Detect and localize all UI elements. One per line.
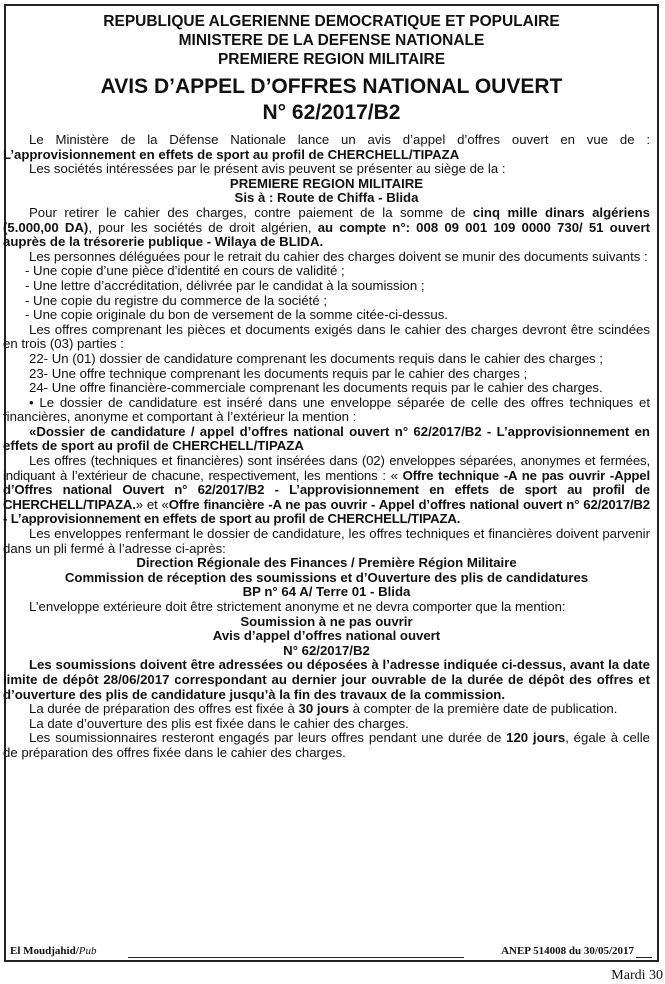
footer-rule-right: [636, 957, 652, 958]
page-date-fragment: Mardi 30: [611, 968, 663, 983]
publisher: [10, 945, 97, 957]
intro-paragraph: [3, 133, 650, 162]
region-name: PREMIERE REGION MILITAIRE: [229, 175, 424, 191]
candidature-mention-text: «Dossier de candidature / appel d’offres national ouvert n° 62/2017/B2 - L’approvisionnement en effets de sport au profil de CHERCHELL/TIPAZA: [3, 423, 650, 454]
footer-rule-left: [128, 957, 464, 958]
outer-mention-3: N° 62/2017/B2: [283, 642, 370, 658]
deadline-text: Les soumissions doivent être adressées ou déposées à l’adresse indiquée ci-dessus, avant la date limite de dépôt 28/06/2017 correspondant au dernier jour ouvrable de la durée de dépôt des offres et d’ouverture des plis de candidature jusqu’à la fin des travaux de la commission.: [3, 657, 650, 702]
notice-title-main: AVIS D’APPEL D’OFFRES NATIONAL OUVERT: [100, 75, 563, 98]
document-item: - Une copie d’une pièce d’identité en cours de validité ;: [25, 263, 345, 279]
candidature-paragraph: • Le dossier de candidature est inséré dans une enveloppe séparée de celle des offres techniques et financières, anonyme et comportant à l’extérieur la mention :: [3, 394, 650, 425]
notice-title: [6, 74, 657, 126]
outer-mention-2: Avis d’appel d’offres national ouvert: [212, 628, 441, 644]
payment-account: au compte n°: 008 09 001 109 0000 730/ 51 ouvert auprès de la trésorerie publique - Wilaya de BLIDA.: [3, 219, 650, 250]
preparation-text-2: à compter de la première date de publication.: [349, 701, 618, 717]
opening-paragraph: La date d’ouverture des plis est fixée dans le cahier des charges.: [29, 715, 409, 731]
commitment-text-1: Les soumissionnaires resteront engagés par leurs offres pendant une durée de: [29, 730, 507, 746]
outer-envelope-paragraph: L’enveloppe extérieure doit être strictement anonyme et ne devra comporter que la mention:: [29, 599, 566, 614]
documents-intro: Les personnes déléguées pour le retrait du cahier des charges doivent se munir des documents suivants :: [29, 248, 648, 264]
delivery-address-1: Direction Régionale des Finances / Première Région Militaire: [136, 555, 517, 571]
envelopes-paragraph: [3, 454, 650, 527]
companies-paragraph: Les sociétés intéressées par le présent avis peuvent se présenter au siège de la :: [29, 161, 506, 177]
financial-offer-mention: Offre financière -A ne pas ouvrir - Appel d’offres national ouvert n° 62/2017/B2 - L’approvisionnement en effets de sport au profil de CHERCHELL/TIPAZA.: [3, 496, 650, 527]
preparation-text-1: La durée de préparation des offres est fixée à: [29, 701, 299, 717]
publisher-tag: Pub: [78, 945, 97, 957]
header-republic: REPUBLIQUE ALGERIENNE DEMOCRATIQUE ET POPULAIRE: [103, 13, 560, 30]
delivery-address-3: BP n° 64 A/ Terre 01 - Blida: [242, 584, 411, 600]
header-region: PREMIERE REGION MILITAIRE: [217, 51, 446, 68]
notice-body: [3, 133, 650, 761]
commitment-text-2: , égale à celle de préparation des offres fixée dans le cahier des charges.: [3, 730, 650, 760]
document-item: - Une lettre d’accréditation, délivrée par le candidat à la soumission ;: [25, 277, 425, 293]
deadline-paragraph: [3, 658, 650, 702]
footer: [6, 945, 656, 961]
publisher-name: El Moudjahid/: [10, 945, 79, 957]
offer-part-1: 22- Un (01) dossier de candidature comprenant les documents requis dans le cahier des charges ;: [29, 350, 603, 366]
intro-text: Le Ministère de la Défense Nationale lance un avis d’appel d’offres ouvert en vue de :: [29, 132, 650, 147]
envelopes-text: Les offres (techniques et financières) sont insérées dans (02) enveloppes séparées, anonymes et fermées, indiquant à l’extérieur de chacune, respectivement, les mentions : «: [3, 453, 650, 483]
document-item: - Une copie du registre du commerce de la société ;: [25, 292, 327, 308]
offer-part-2: 23- Une offre technique comprenant les documents requis par le cahier des charges ;: [29, 365, 528, 381]
payment-amount: cinq mille dinars algériens (5.000,00 DA): [3, 204, 650, 235]
technical-offer-mention: Offre technique -A ne pas ouvrir -Appel d’Offres national Ouvert n° 62/2017/B2 - L’approvisionnement en effets de sport au profil de CHERCHELL/TIPAZA.: [3, 467, 650, 512]
header: [6, 12, 657, 69]
offers-paragraph: Les offres comprenant les pièces et documents exigés dans le cahier des charges devront être scindées en trois (03) parties :: [3, 321, 650, 352]
intro-subject: L’approvisionnement en effets de sport au profil de CHERCHELL/TIPAZA: [3, 146, 460, 162]
document-item: - Une copie originale du bon de versement de la somme citée-ci-dessus.: [25, 307, 448, 323]
payment-text-2: , pour les sociétés de droit algérien,: [88, 219, 318, 235]
preparation-duration: 30 jours: [298, 701, 350, 717]
candidature-mention: [3, 425, 650, 454]
payment-text-1: Pour retirer le cahier des charges, contre paiement de la somme de: [29, 204, 473, 220]
offer-part-3: 24- Une offre financière-commerciale comprenant les documents requis par le cahier des charges.: [29, 380, 603, 396]
anep-reference: ANEP 514008 du 30/05/2017: [501, 945, 634, 957]
header-ministry: MINISTERE DE LA DEFENSE NATIONALE: [178, 32, 485, 49]
envelopes-join: » et «: [135, 496, 169, 512]
delivery-address-2: Commission de réception des soumissions et d’Ouverture des plis de candidatures: [64, 569, 589, 585]
region-address: Sis à : Route de Chiffa - Blida: [234, 190, 419, 206]
commitment-paragraph: [3, 731, 650, 760]
delivery-paragraph: Les enveloppes renfermant le dossier de candidature, les offres techniques et financières doivent parvenir dans un pli fermé à l’adresse ci-après:: [3, 526, 650, 556]
payment-paragraph: [3, 206, 650, 250]
notice-title-number: N° 62/2017/B2: [262, 101, 401, 124]
preparation-paragraph: [3, 702, 650, 717]
outer-mention-1: Soumission à ne pas ouvrir: [240, 613, 413, 629]
commitment-duration: 120 jours: [506, 730, 566, 746]
